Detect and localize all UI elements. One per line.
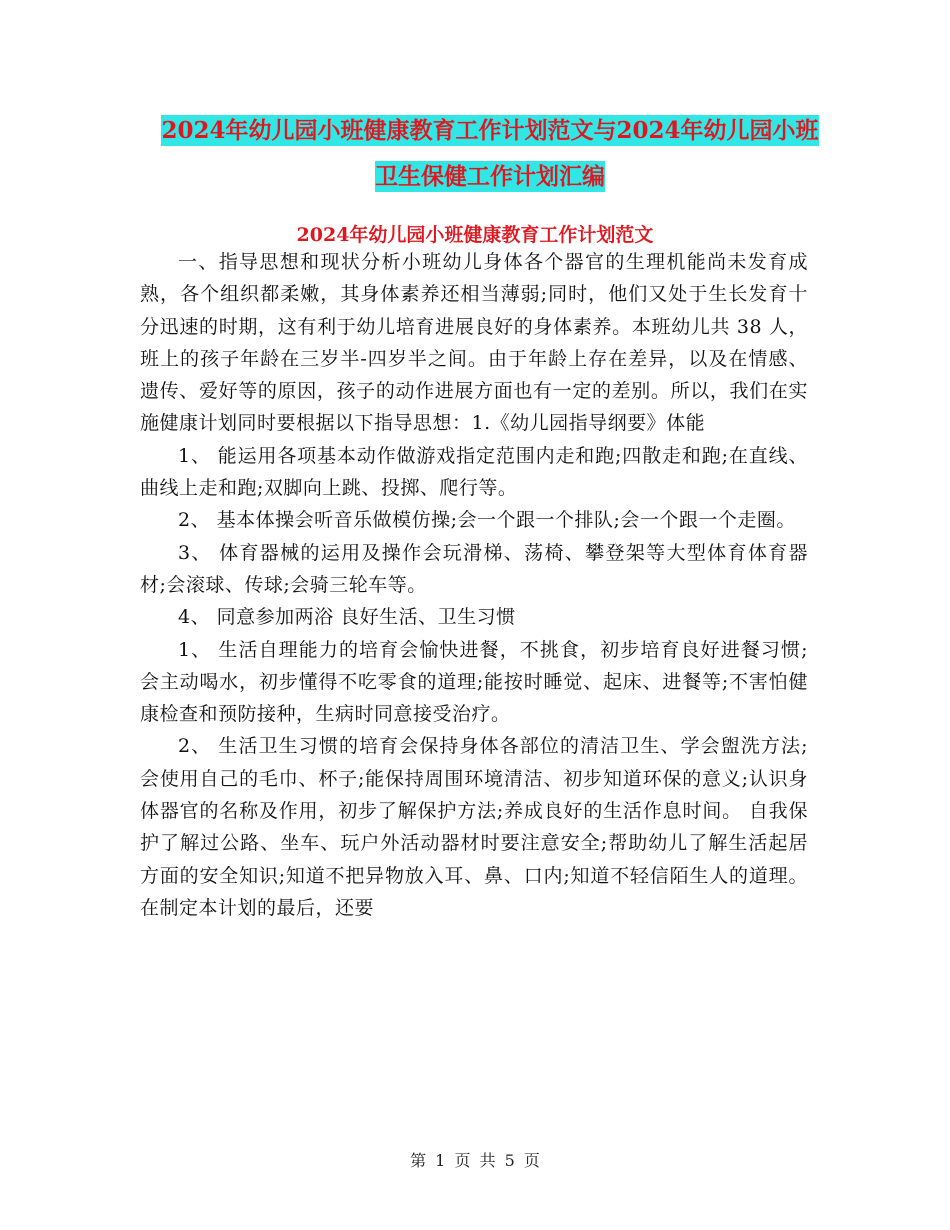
paragraph-item-1-movement: 1、 能运用各项基本动作做游戏指定范围内走和跑;四散走和跑;在直线、曲线上走和跑;双脚向上跳、投掷、爬行等。 (140, 444, 808, 500)
document-title-text: 2024年幼儿园小班健康教育工作计划范文与2024年幼儿园小班卫生保健工作计划汇编 (161, 117, 819, 190)
paragraph-hygiene-safety: 2、 生活卫生习惯的培育会保持身体各部位的清洁卫生、学会盥洗方法;会使用自己的毛巾、杯子;能保持周围环境清洁、初步知道环保的意义;认识身体器官的名称及作用，初步了解保护方法;养成良好的生活作息时间。 自我保护了解过公路、坐车、玩户外活动器材时要注意安全;帮助幼儿了解生活起居方面的安全知识;知道不把异物放入耳、鼻、口内;知道不轻信陌生人的道理。在制定本计划的最后，还要 (140, 735, 808, 919)
document-title (150, 108, 830, 200)
paragraph-item-3-equipment: 3、 体育器械的运用及操作会玩滑梯、荡椅、攀登架等大型体育体育器材;会滚球、传球;会骑三轮车等。 (140, 541, 808, 596)
paragraph-item-2-exercise: 2、 基本体操会听音乐做模仿操;会一个跟一个排队;会一个跟一个走圈。 (178, 509, 796, 532)
paragraph-self-care: 1、 生活自理能力的培育会愉快进餐，不挑食，初步培育良好进餐习惯;会主动喝水，初步懂得不吃零食的道理;能按时睡觉、起床、进餐等;不害怕健康检查和预防接种，生病时同意接受治疗。 (140, 638, 808, 726)
page-number-footer: 第 1 页 共 5 页 (410, 1151, 540, 1170)
section-title: 2024年幼儿园小班健康教育工作计划范文 (296, 224, 654, 246)
paragraph-guiding-ideas: 一、指导思想和现状分析小班幼儿身体各个器官的生理机能尚未发育成熟，各个组织都柔嫩，其身体素养还相当薄弱;同时，他们又处于生长发育十分迅速的时期，这有利于幼儿培育进展良好的身体素养。本班幼儿共 38 人，班上的孩子年龄在三岁半-四岁半之间。由于年龄上存在差异，以及在情感、遗传、爱好等的原因，孩子的动作进展方面也有一定的差别。所以，我们在实施健康计划同时要根据以下指导思想：1.《幼儿园指导纲要》体能 (140, 251, 808, 435)
paragraph-item-4-habits: 4、 同意参加两浴 良好生活、卫生习惯 (178, 606, 516, 629)
document-body (140, 246, 808, 924)
